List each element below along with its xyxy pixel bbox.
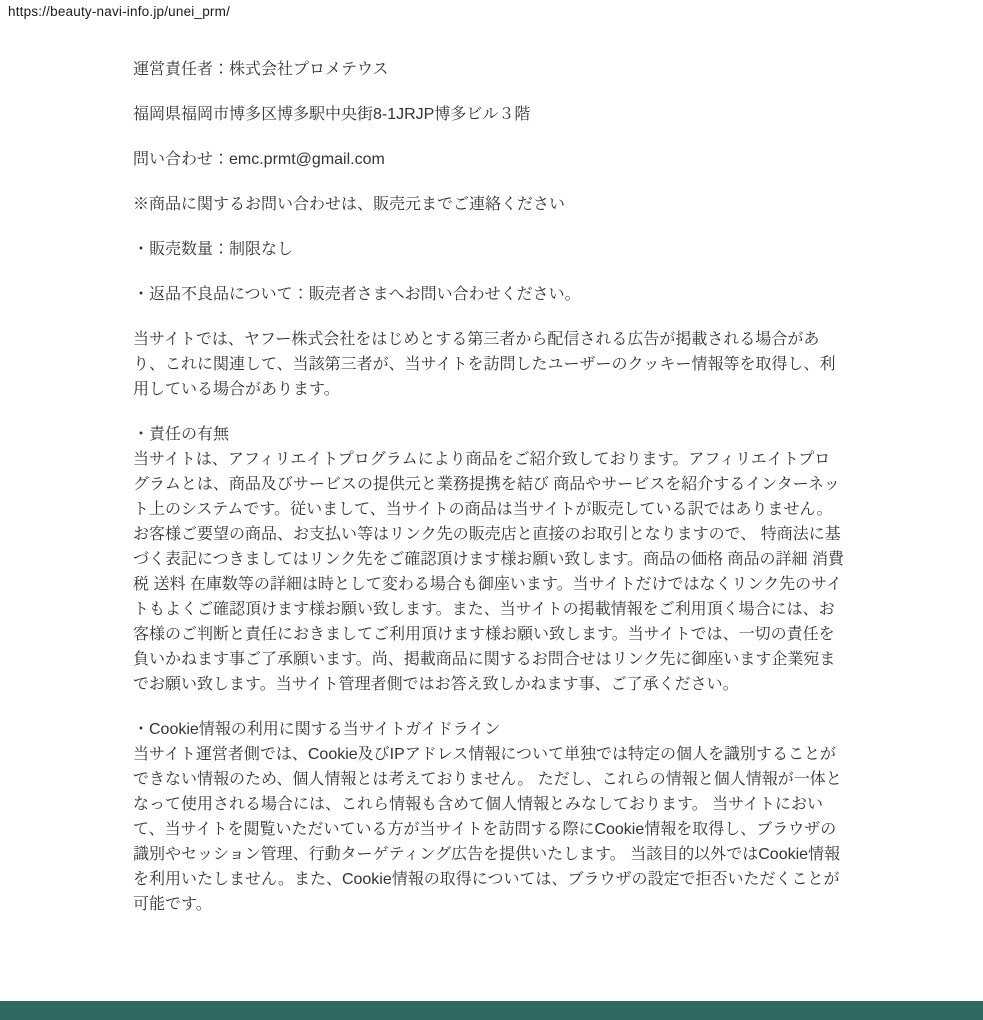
paragraph: 当サイトでは、ヤフー株式会社をはじめとする第三者から配信される広告が掲載される場合があり、これに関連して、当該第三者が、当サイトを訪問したユーザーのクッキー情報等を取得し、利用している場合があります。: [133, 331, 836, 398]
paragraph: ・販売数量：制限なし: [133, 241, 294, 258]
paragraph: ・返品不良品について：販売者さまへお問い合わせください。: [133, 286, 581, 303]
page-url: https://beauty-navi-info.jp/unei_prm/: [8, 4, 231, 19]
paragraph: 運営責任者：株式会社プロメテウス: [133, 61, 389, 78]
paragraph: ※商品に関するお問い合わせは、販売元までご連絡ください: [133, 196, 566, 213]
footer-bar: [0, 1001, 983, 1020]
paragraph: ・Cookie情報の利用に関する当サイトガイドライン 当サイト運営者側では、Cookie及びIPアドレス情報について単独では特定の個人を識別することができない情報のため、個人情報とは考えておりません。 ただし、これらの情報と個人情報が一体となって使用される場合には、これら情報も含めて個人情報とみなしております。 当サイトにおいて、当サイトを閲覧いただいている方が当サイトを訪問する際にCookie情報を取得し、ブラウザの識別やセッション管理、行動ターゲティング広告を提供いたします。 当該目的以外ではCookie情報を利用いたしません。また、Cookie情報の取得については、ブラウザの設定で拒否いただくことが可能です。: [133, 721, 842, 913]
paragraph: ・責任の有無 当サイトは、アフィリエイトプログラムにより商品をご紹介致しております。アフィリエイトプログラムとは、商品及びサービスの提供元と業務提携を結び 商品やサービスを紹介するインターネット上のシステムです。従いまして、当サイトの商品は当サイトが販売している訳ではありません。お客様ご要望の商品、お支払い等はリンク先の販売店と直接のお取引となりますので、 特商法に基づく表記につきましてはリンク先をご確認頂けます様お願い致します。商品の価格 商品の詳細 消費税 送料 在庫数等の詳細は時として変わる場合も御座います。当サイトだけではなくリンク先のサイトもよくご確認頂けます様お願い致します。また、当サイトの掲載情報をご利用頂く場合には、お客様のご判断と責任におきましてご利用頂けます様お願い致します。当サイトでは、一切の責任を負いかねます事ご了承願います。尚、掲載商品に関するお問合せはリンク先に御座います企業宛までお願い致します。当サイト管理者側ではお答え致しかねます事、ご了承ください。: [133, 426, 844, 693]
paragraph: 福岡県福岡市博多区博多駅中央街8-1JRJP博多ビル３階: [133, 106, 531, 123]
legal-text: [133, 57, 845, 937]
paragraph: 問い合わせ：emc.prmt@gmail.com: [133, 151, 385, 168]
